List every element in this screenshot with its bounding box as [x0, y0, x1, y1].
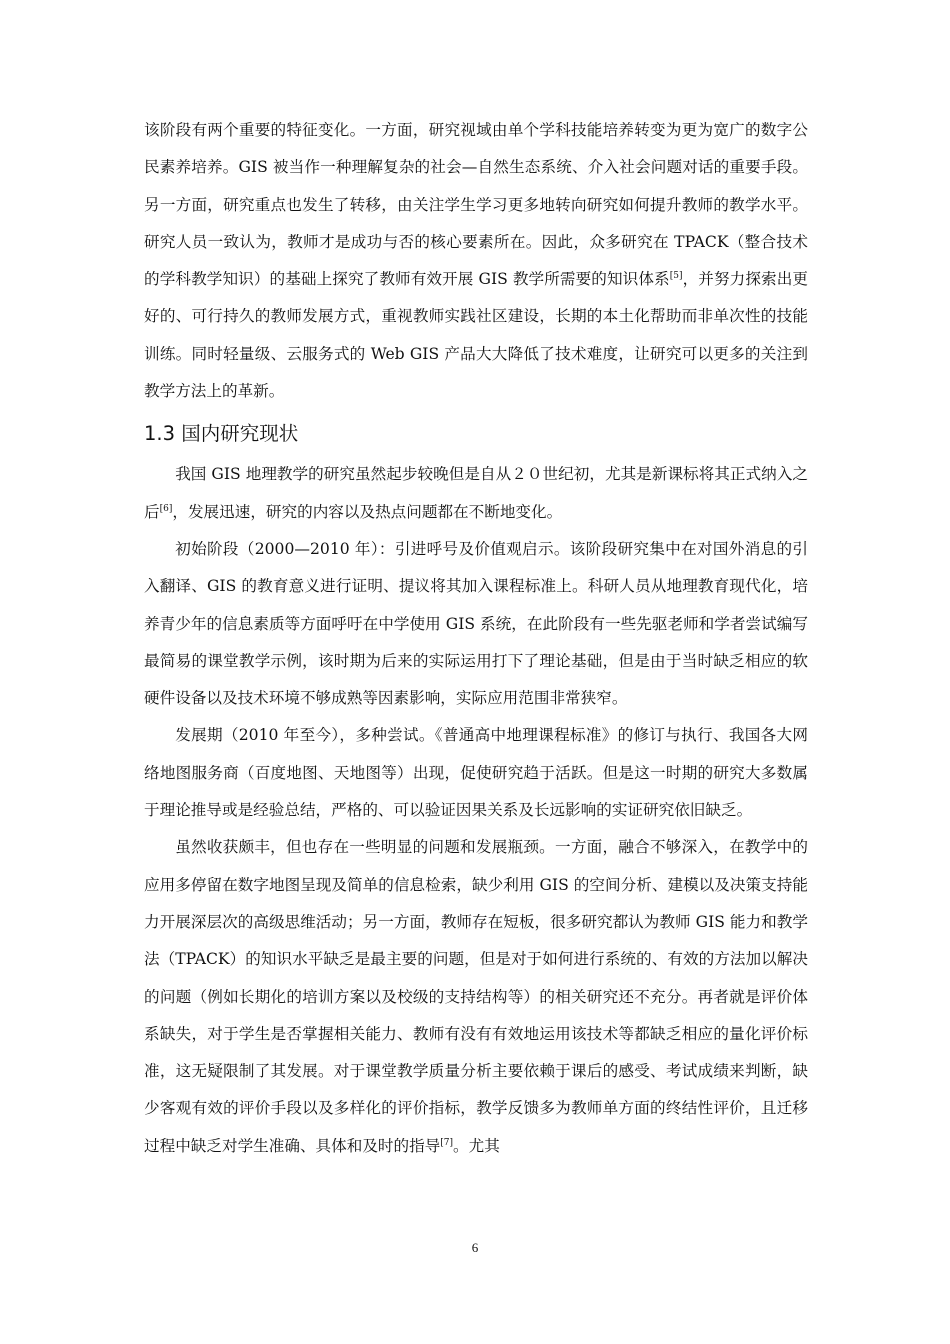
paragraph-1	[144, 112, 808, 410]
citation-5: [5]	[669, 271, 683, 281]
citation-6: [6]	[159, 503, 173, 514]
paragraph-5-text-a: 虽然收获颇丰，但也存在一些明显的问题和发展瓶颈。一方面，融合不够深入，在教学中的应用多停留在数字地图呈现及简单的信息检索，缺少利用 GIS 的空间分析、建模以及决策支持能力开展深层次的高级思维活动；另一方面，教师存在短板，很多研究都认为教师 GIS 能力和教学法（TPACK）的知识水平缺乏是最主要的问题，但是对于如何进行系统的、有效的方法加以解决的问题（例如长期化的培训方案以及校级的支持结构等）的相关研究还不充分。再者就是评价体系缺失，对于学生是否掌握相关能力、教师有没有有效地运用该技术等都缺乏相应的量化评价标准，这无疑限制了其发展。对于课堂教学质量分析主要依赖于课后的感受、考试成绩来判断，缺少客观有效的评价手段以及多样化的评价指标，教学反馈多为教师单方面的终结性评价，且迁移过程中缺乏对学生准确、具体和及时的指导	[144, 838, 808, 1155]
paragraph-2-text-b: ，发展迅速，研究的内容以及热点问题都在不断地变化。	[172, 502, 563, 521]
paragraph-5	[144, 829, 808, 1165]
paragraph-4: 发展期（2010 年至今），多种尝试。《普通高中地理课程标准》的修订与执行、我国各大网络地图服务商（百度地图、天地图等）出现，促使研究趋于活跃。但是这一时期的研究大多数属于理论推导或是经验总结，严格的、可以验证因果关系及长远影响的实证研究依旧缺乏。	[144, 726, 808, 820]
paragraph-1-text-b: ，并努力探索出更好的、可行持久的教师发展方式，重视教师实践社区建设，长期的本土化帮助而非单次性的技能训练。同时轻量级、云服务式的 Web GIS 产品大大降低了技术难度，让研究可以更多的关注到教学方法上的革新。	[144, 270, 808, 401]
page-number: 6	[471, 1240, 479, 1255]
paragraph-5-text-b: 。尤其	[453, 1136, 500, 1155]
citation-7: [7]	[440, 1137, 454, 1148]
paragraph-3: 初始阶段（2000—2010 年）：引进呼号及价值观启示。该阶段研究集中在对国外消息的引入翻译、GIS 的教育意义进行证明、提议将其加入课程标准上。科研人员从地理教育现代化，培养青少年的信息素质等方面呼吁在中学使用 GIS 系统，在此阶段有一些先驱老师和学者尝试编写最简易的课堂教学示例，该时期为后来的实际运用打下了理论基础，但是由于当时缺乏相应的软硬件设备以及技术环境不够成熟等因素影响，实际应用范围非常狭窄。	[144, 539, 808, 708]
paragraph-2-text-a: 我国 GIS 地理教学的研究虽然起步较晚但是自从２０世纪初，尤其是新课标将其正式纳入之后	[144, 465, 808, 521]
body-text	[144, 112, 808, 1165]
paragraph-1-text-a: 该阶段有两个重要的特征变化。一方面，研究视域由单个学科技能培养转变为更为宽广的数字公民素养培养。GIS 被当作一种理解复杂的社会—自然生态系统、介入社会问题对话的重要手段。另一方面，研究重点也发生了转移，由关注学生学习更多地转向研究如何提升教师的教学水平。研究人员一致认为，教师才是成功与否的核心要素所在。因此，众多研究在 TPACK（整合技术的学科教学知识）的基础上探究了教师有效开展 GIS 教学所需要的知识体系	[144, 121, 808, 289]
paragraph-2	[144, 456, 808, 531]
section-heading: 1.3 国内研究现状	[144, 422, 299, 446]
